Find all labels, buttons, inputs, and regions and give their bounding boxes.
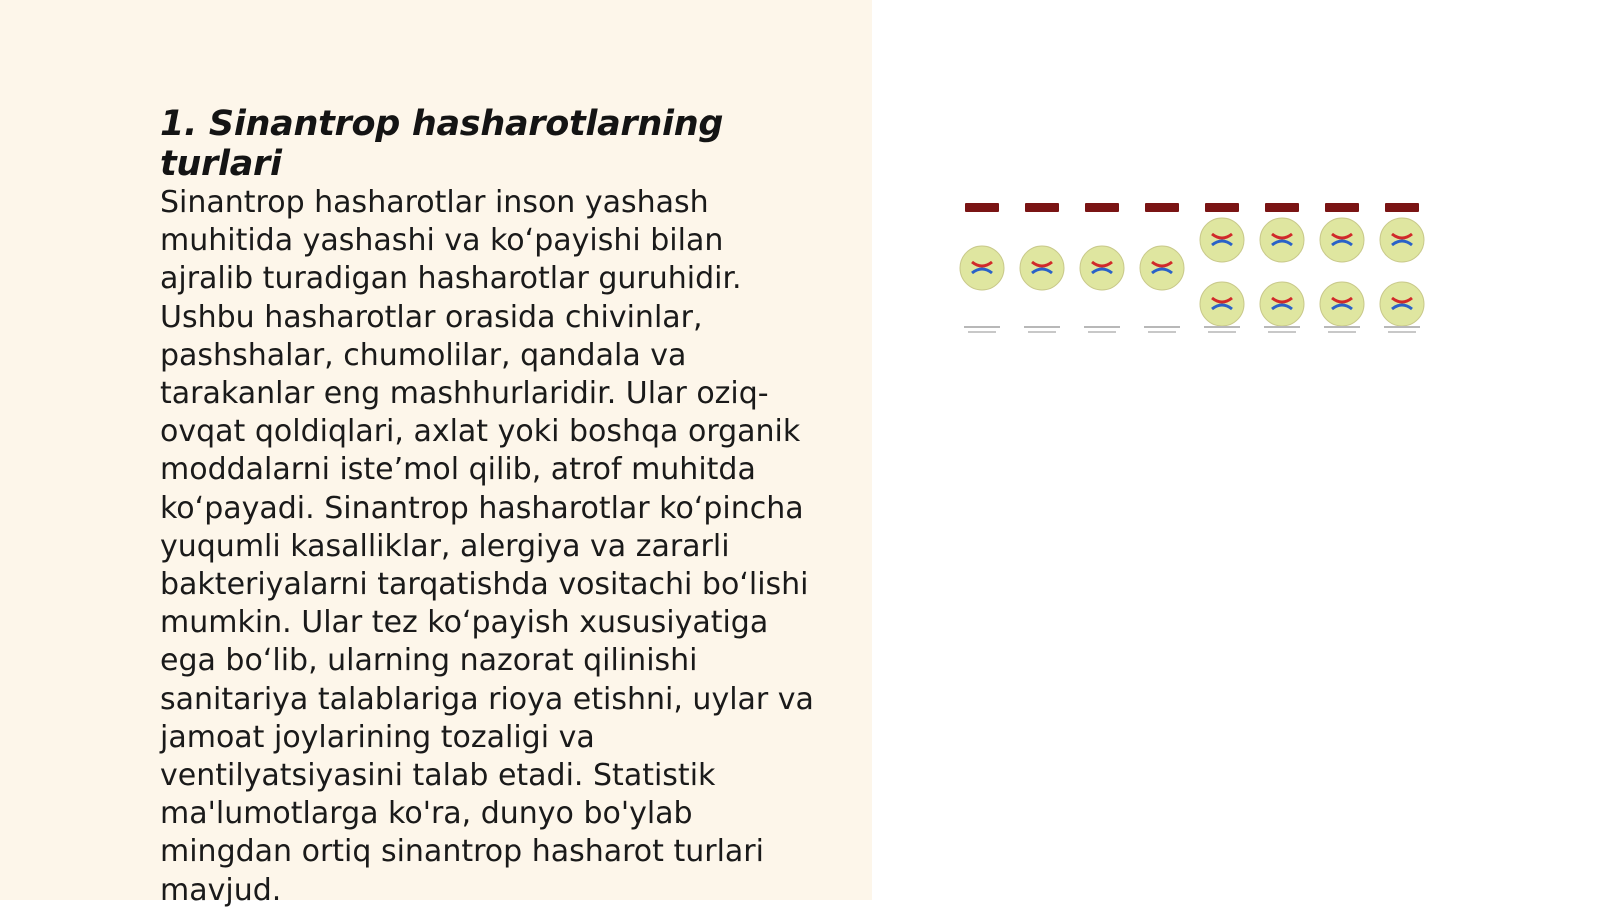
cell-division-stages-svg [952,200,1452,340]
slide-body-text: Sinantrop hasharotlar inson yashash muhitida yashashi va ko‘payishi bilan ajralib turadigan hasharotlar guruhidir. Ushbu hasharotlar orasida chivinlar, pashshalar, chumolilar, qandala va tarakanlar eng mashhurlaridir. Ular oziq-ovqat qoldiqlari, axlat yoki boshqa organik moddalarni iste’mol qilib, atrof muhitda ko‘payadi. Sinantrop hasharotlar ko‘pincha yuqumli kasalliklar, alergiya va zararli bakteriyalarni tarqatishda vositachi bo‘lishi mumkin. Ular tez ko‘payish xususiyatiga ega bo‘lib, ularning nazorat qilinishi sanitariya talablariga rioya etishni, uylar va jamoat joylarining tozaligi va ventilyatsiyasini talab etadi. Statistik ma'lumotlarga ko'ra, dunyo bo'ylab mingdan ortiq sinantrop hasharot turlari mavjud. [160,185,814,908]
stage-caption-line [968,331,996,333]
stage-caption-line [1084,326,1120,328]
stage-caption-line [1264,326,1300,328]
stage-caption-line [964,326,1000,328]
stage-label-box [965,203,999,212]
stage-caption-line [1388,331,1416,333]
stage-caption-line [1328,331,1356,333]
stage-label-box [1265,203,1299,212]
right-image-panel [872,0,1600,900]
stage-caption-line [1024,326,1060,328]
cell-division-illustration [952,200,1452,340]
stage-caption-line [1028,331,1056,333]
stage-label-box [1325,203,1359,212]
stage-caption-line [1088,331,1116,333]
slide-title: 1. Sinantrop hasharotlarning turlari [160,104,724,184]
stage-caption-line [1324,326,1360,328]
stage-caption-line [1144,326,1180,328]
stage-caption-line [1384,326,1420,328]
stage-label-box [1385,203,1419,212]
stage-label-box [1145,203,1179,212]
stage-caption-line [1148,331,1176,333]
stage-caption-line [1208,331,1236,333]
stage-label-box [1085,203,1119,212]
stage-label-box [1205,203,1239,212]
stage-caption-line [1204,326,1240,328]
stage-label-box [1025,203,1059,212]
stage-caption-line [1268,331,1296,333]
